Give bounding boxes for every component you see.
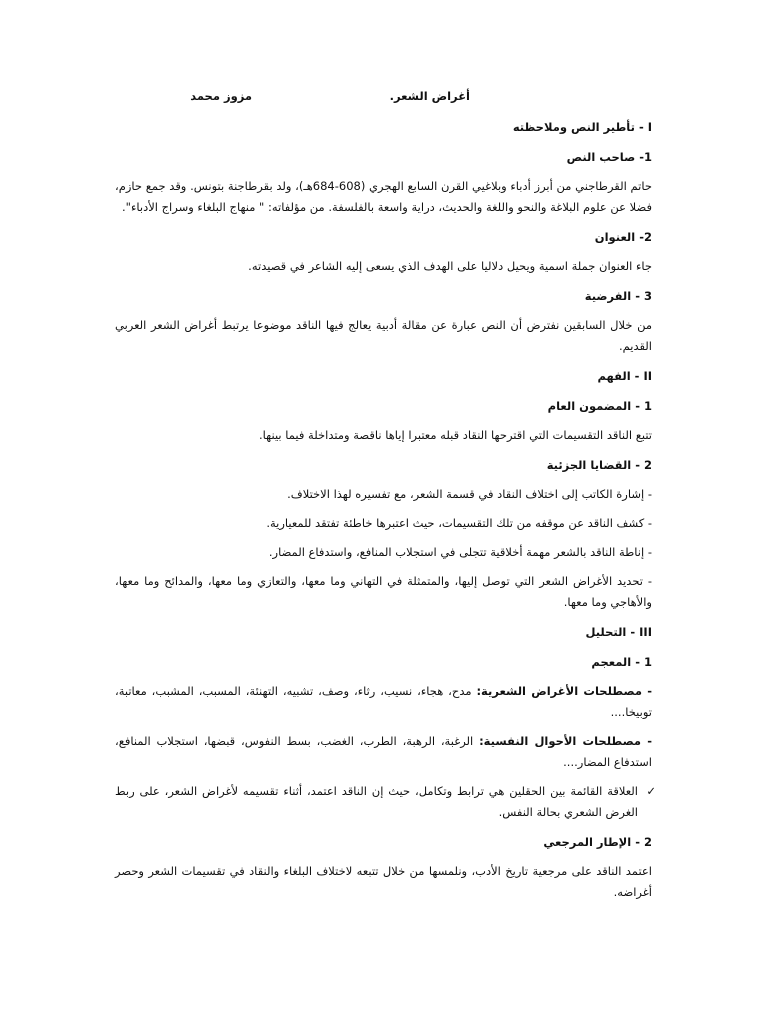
paragraph-reference-frame: اعتمد الناقد على مرجعية تاريخ الأدب، ونلمسها من خلال تتبعه لاختلاف البلغاء والنقاد في تقسيمات الشعر وحصر أغراضه.: [115, 864, 652, 899]
lexicon-item-text: الرغبة، الرهبة، الطرب، الغضب، بسط النفوس، قبضها، استجلاب المنافع، استدفاع المضار....: [115, 734, 652, 769]
paragraph-title: جاء العنوان جملة اسمية ويحيل دلاليا على الهدف الذي يسعى إليه الشاعر في قصيدته.: [248, 259, 652, 273]
subheading-title: 2- العنوان: [594, 230, 652, 244]
lexicon-item-label: - مصطلحات الأغراض الشعرية:: [476, 684, 652, 698]
subheading-general-content: 1 - المضمون العام: [547, 399, 652, 413]
paragraph-hypothesis: من خلال السابقين نفترض أن النص عبارة عن مقالة أدبية يعالج فيها الناقد موضوعا يرتبط أغراض الشعر العربي القديم.: [115, 318, 652, 353]
document-title: أغراض الشعر.: [389, 89, 470, 103]
subheading-partial-issues: 2 - القضايا الجزئية: [546, 458, 652, 472]
subheading-reference-frame: 2 - الإطار المرجعي: [543, 835, 652, 849]
subheading-lexicon: 1 - المعجم: [591, 655, 652, 669]
list-item-issue: - إناطة الناقد بالشعر مهمة أخلاقية تتجلى في استجلاب المنافع، واستدفاع المضار.: [268, 545, 652, 559]
relation-note: [115, 781, 656, 823]
lexicon-item-poetic-purposes: [115, 681, 652, 723]
document-author: مزوز محمد: [190, 89, 252, 103]
paragraph-text-author: حاتم القرطاجني من أبرز أدباء وبلاغيي القرن السابع الهجري (608-684هـ)، ولد بقرطاجنة بتونس. وقد جمع حازم، فضلا عن علوم البلاغة والنحو واللغة والحديث، دراية واسعة بالفلسفة. من مؤلفاته: " منهاج البلغاء وسراج الأدباء".: [115, 179, 652, 214]
section-heading-framing: I - تأطير النص وملاحظته: [512, 120, 652, 134]
subheading-hypothesis: 3 - الفرضية: [584, 289, 652, 303]
list-item-issue: - إشارة الكاتب إلى اختلاف النقاد في قسمة الشعر، مع تفسيره لهذا الاختلاف.: [287, 487, 652, 501]
list-item-issue: - تحديد الأغراض الشعر التي توصل إليها، والمتمثلة في التهاني وما معها، والتعازي وما معها، والمدائح وما معها، والأهاجي وما معها.: [115, 574, 652, 609]
section-heading-analysis: III - التحليل: [585, 625, 652, 639]
subheading-text-author: 1- صاحب النص: [566, 150, 652, 164]
lexicon-item-label: - مصطلحات الأحوال النفسية:: [479, 734, 652, 748]
lexicon-item-psychological-states: [115, 731, 652, 773]
lexicon-item-text: مدح، هجاء، نسيب، رثاء، وصف، تشبيه، التهنئة، المسبب، المشبب، معاتبة، توبيخا....: [115, 684, 652, 719]
relation-note-text: العلاقة القائمة بين الحقلين هي ترابط وتكامل، حيث إن الناقد اعتمد، أثناء تقسيمه لأغراض الشعر، على ربط الغرض الشعري بحالة النفس.: [115, 784, 638, 819]
section-heading-understanding: II - الفهم: [597, 369, 652, 383]
paragraph-general-content: تتبع الناقد التقسيمات التي اقترحها النقاد قبله معتبرا إياها ناقصة ومتداخلة فيما بينها.: [259, 428, 652, 442]
list-item-issue: - كشف الناقد عن موقفه من تلك التقسيمات، حيث اعتبرها خاطئة تفتقد للمعيارية.: [266, 516, 652, 530]
check-mark-icon: ✓: [646, 784, 656, 798]
document-header: [115, 86, 652, 108]
document-page: [115, 86, 656, 911]
